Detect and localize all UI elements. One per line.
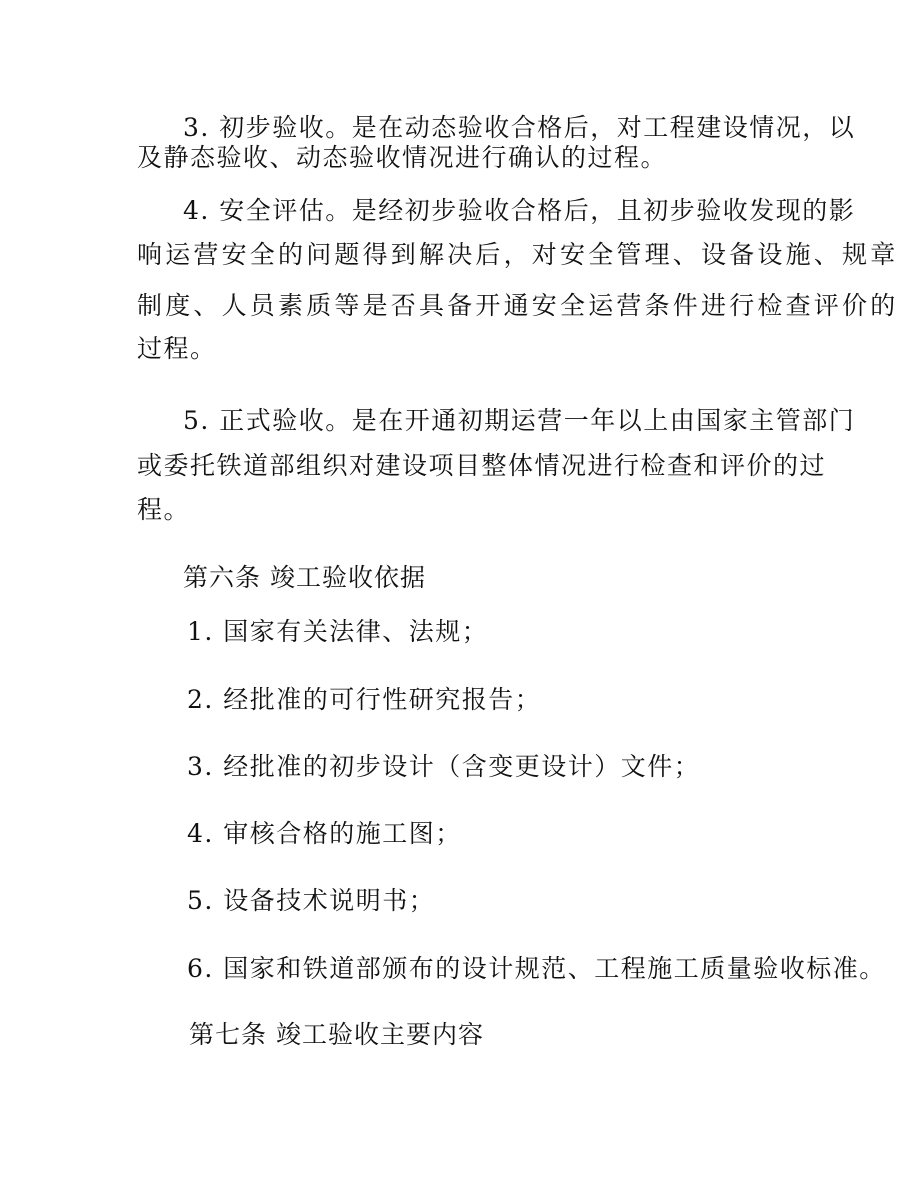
basis-item: 4. 审核合格的施工图； [187,819,462,848]
paragraph-line: 制度、人员素质等是否具备开通安全运营条件进行检查评价的 [137,291,899,320]
paragraph-line: 5. 正式验收。是在开通初期运营一年以上由国家主管部门 [183,406,856,435]
paragraph-line: 3. 初步验收。是在动态验收合格后，对工程建设情况，以 [183,113,856,142]
paragraph-line: 过程。 [137,334,217,363]
basis-item: 2. 经批准的可行性研究报告； [187,685,542,714]
paragraph-line: 响运营安全的问题得到解决后，对安全管理、设备设施、规章 [137,240,899,269]
article-6-heading: 第六条 竣工验收依据 [183,563,426,592]
article-7-heading: 第七条 竣工验收主要内容 [189,1020,484,1049]
paragraph-line: 或委托铁道部组织对建设项目整体情况进行检查和评价的过 [137,451,827,480]
basis-item: 1. 国家有关法律、法规； [187,617,489,646]
paragraph-line: 4. 安全评估。是经初步验收合格后，且初步验收发现的影 [183,196,856,225]
basis-item: 6. 国家和铁道部颁布的设计规范、工程施工质量验收标准。 [187,954,886,983]
basis-item: 3. 经批准的初步设计（含变更设计）文件； [187,752,701,781]
basis-item: 5. 设备技术说明书； [187,886,436,915]
paragraph-line: 程。 [137,495,191,524]
paragraph-line: 及静态验收、动态验收情况进行确认的过程。 [137,143,668,172]
